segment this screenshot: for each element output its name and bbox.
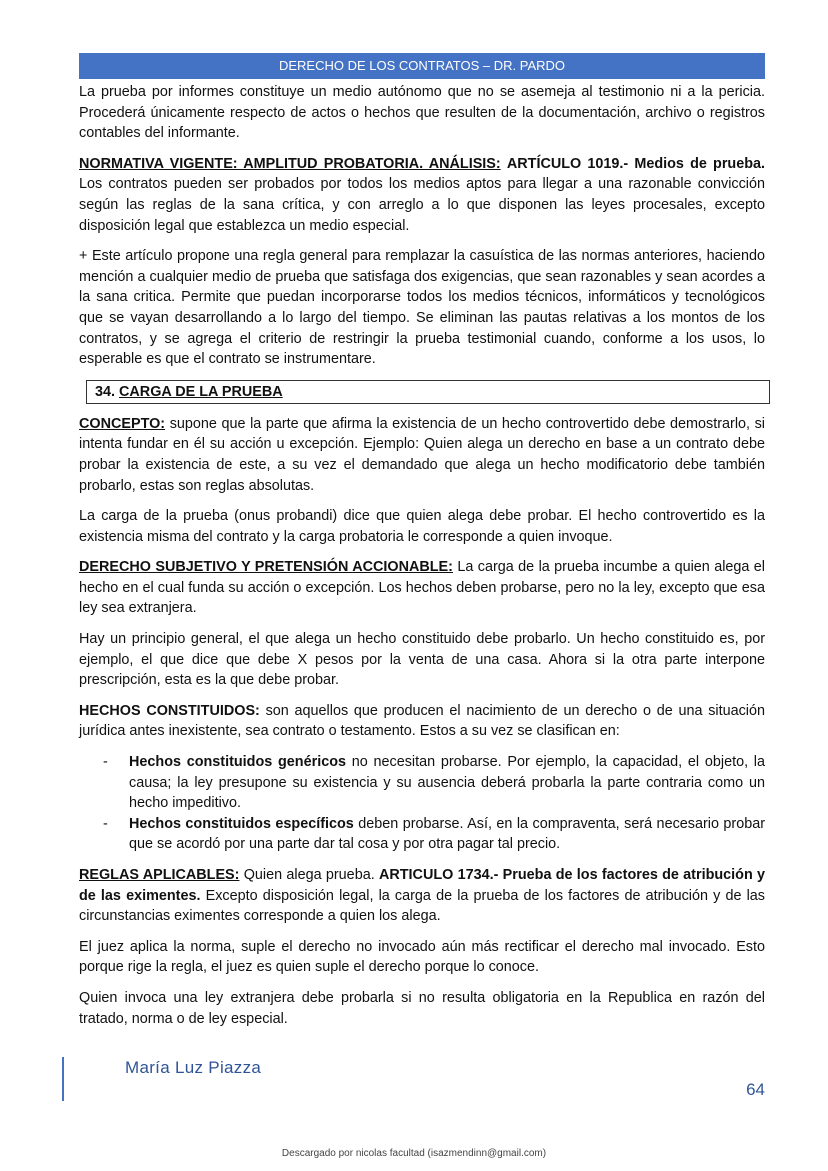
paragraph-normativa xyxy=(79,154,765,236)
list-dash: - xyxy=(103,815,108,832)
reglas-label: REGLAS APLICABLES: xyxy=(79,867,240,883)
hechos-constituidos-label: HECHOS CONSTITUIDOS: xyxy=(79,702,260,719)
paragraph-onus-probandi: La carga de la prueba (onus probandi) dice que quien alega debe probar. El hecho controvertido es la existencia misma del contrato y la carga probatoria le corresponde a quien invoque. xyxy=(79,508,765,545)
paragraph-prueba-informes: La prueba por informes constituye un medio autónomo que no se asemeja al testimonio ni a la pericia. Procederá únicamente respecto de actos o hechos que resulten de la documentación, archivo o registros contables del informante. xyxy=(79,84,765,142)
section-title: CARGA DE LA PRUEBA xyxy=(119,383,283,400)
list-item-bold: Hechos constituidos específicos xyxy=(129,815,354,832)
paragraph-juez: El juez aplica la norma, suple el derecho no invocado aún más rectificar el derecho mal invocado. Esto porque rige la regla, el juez es quien suple el derecho porque lo conoce. xyxy=(79,938,765,976)
paragraph-hechos-constituidos xyxy=(79,701,765,742)
list-item-text: deben probarse. Así, en la compraventa, será necesario probar que se acordó por una parte dar tal cosa y por otra pagar tal precio. xyxy=(129,815,765,853)
list-item xyxy=(79,814,765,855)
page-number: 64 xyxy=(746,1080,765,1099)
footer-author: María Luz Piazza xyxy=(125,1058,262,1077)
article-1734-heading: ARTICULO 1734.- Prueba de los factores de atribución y de las eximentes. xyxy=(79,867,766,904)
list-item-bold: Hechos constituidos genéricos xyxy=(129,754,346,771)
paragraph-ley-extranjera: Quien invoca una ley extranjera debe probarla si no resulta obligatoria en la Republica en razón del tratado, norma o de ley especial. xyxy=(79,989,765,1027)
page-body xyxy=(79,82,765,1039)
derecho-subjetivo-label: DERECHO SUBJETIVO Y PRETENSIÓN ACCIONABLE: xyxy=(79,559,453,576)
article-1019-text: Los contratos pueden ser probados por todos los medios aptos para llegar a una razonable convicción según las reglas de la sana crítica, y con arreglo a lo que disponen las leyes procesales, excepto disposición legal que establezca un medio especial. xyxy=(79,176,765,234)
section-heading xyxy=(86,380,770,404)
hechos-constituidos-text: son aquellos que producen el nacimiento de un derecho o de una situación jurídica antes inexistente, sea contrato o testamento. Estos a su vez se clasifican en: xyxy=(79,702,765,740)
paragraph-derecho-subjetivo xyxy=(79,557,765,619)
concepto-text: supone que la parte que afirma la existencia de un hecho controvertido debe demostrarlo, si intenta fundar en él su acción u excepción. Ejemplo: Quien alega un derecho en base a un contrato debe probar la existencia de este, a su vez el demandado que alega un hecho modificatorio debe también probarlo, estas son reglas absolutas. xyxy=(79,415,766,494)
concepto-label: CONCEPTO: xyxy=(79,415,166,432)
article-1734-text: Excepto disposición legal, la carga de la prueba de los factores de atribución y de las circunstancias eximentes corresponde a quien los alega. xyxy=(79,887,766,925)
paragraph-analisis: + Este artículo propone una regla general para remplazar la casuística de las normas anteriores, haciendo mención a cualquier medio de prueba que satisfaga dos exigencias, que sean razonables y sean acordes a la sana critica. Permite que puedan incorporarse todos los medios técnicos, informáticos y tecnológicos que se vayan desarrollando a lo largo del tiempo. Se eliminan las pautas relativas a los montos de los contratos, y se agrega el criterio de restringir la prueba testimonial cuando, conforme a los usos, lo esperable es que el contrato se instrumentare. xyxy=(79,248,765,368)
derecho-subjetivo-text: La carga de la prueba incumbe a quien alega el hecho en el cual funda su acción o excepción. Los hechos deben probarse, pero no la ley, excepto que esa ley sea extranjera. xyxy=(79,559,765,617)
normativa-label: NORMATIVA VIGENTE: AMPLITUD PROBATORIA. ANÁLISIS: xyxy=(79,155,501,172)
paragraph-reglas-aplicables xyxy=(79,865,765,927)
footer-accent-line xyxy=(62,1057,64,1101)
list-dash: - xyxy=(103,754,108,771)
download-note: Descargado por nicolas facultad (isazmendinn@gmail.com) xyxy=(281,1148,547,1159)
list-item-text: no necesitan probarse. Por ejemplo, la capacidad, el objeto, la causa; la ley presupone su existencia y su ausencia deberá probarla la parte contraria como un hecho impeditivo. xyxy=(129,754,766,812)
paragraph-concepto xyxy=(79,414,765,496)
article-1019-heading: ARTÍCULO 1019.- Medios de prueba. xyxy=(506,155,766,172)
reglas-lead: Quien alega prueba. xyxy=(243,867,375,883)
running-header: DERECHO DE LOS CONTRATOS – DR. PARDO xyxy=(79,53,765,79)
paragraph-principio-general: Hay un principio general, el que alega un hecho constituido debe probarlo. Un hecho constituido es, por ejemplo, el que dice que debe X pesos por la venta de una casa. Ahora si la otra parte interpone prescripción, esta es la que debe probar. xyxy=(79,631,765,689)
hechos-list xyxy=(79,752,765,855)
section-number: 34. xyxy=(95,383,116,400)
list-item xyxy=(79,752,765,814)
